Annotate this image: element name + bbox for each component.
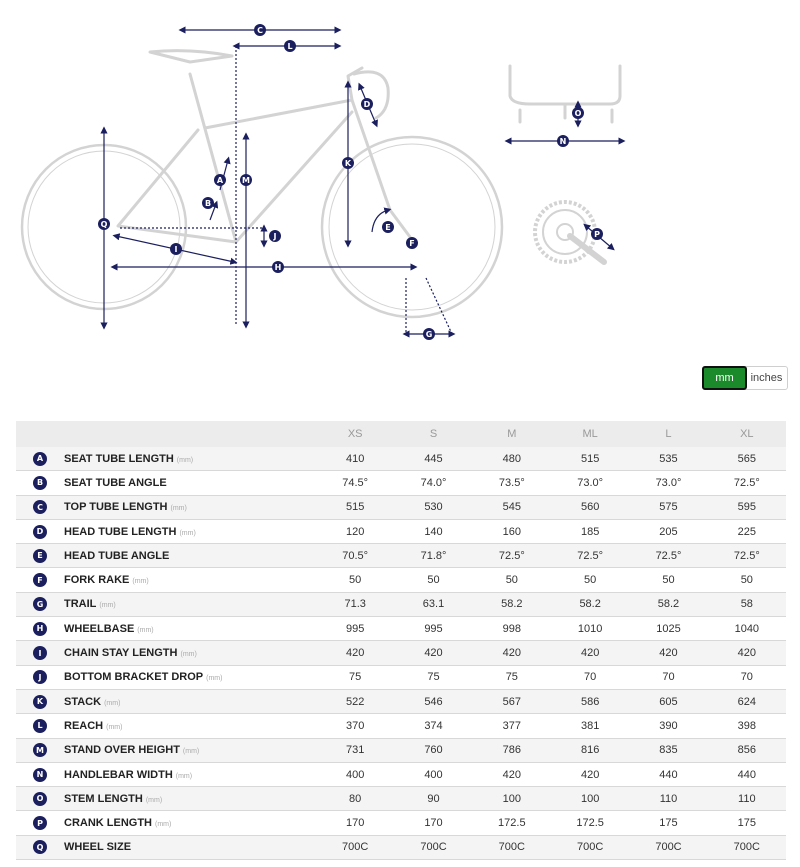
table-row xyxy=(16,787,786,811)
value-cell: 370 xyxy=(316,714,394,738)
letter-badge: P xyxy=(33,816,47,830)
value-cell: 515 xyxy=(316,495,394,519)
value-cell: 50 xyxy=(473,568,551,592)
row-letter-cell xyxy=(16,544,64,568)
measurement-name-cell xyxy=(64,641,316,665)
letter-badge: E xyxy=(33,549,47,563)
value-cell: 700C xyxy=(473,835,551,859)
value-cell: 560 xyxy=(551,495,629,519)
measurement-unit: (mm) xyxy=(99,602,116,610)
letter-badge: H xyxy=(33,622,47,636)
row-letter-cell xyxy=(16,714,64,738)
value-cell: 160 xyxy=(473,519,551,543)
value-cell: 420 xyxy=(708,641,786,665)
value-cell: 605 xyxy=(629,689,707,713)
letter-badge: D xyxy=(33,525,47,539)
measurement-unit: (mm) xyxy=(145,796,163,804)
measurement-name: TRAIL xyxy=(64,598,97,611)
value-cell: 175 xyxy=(629,811,707,835)
value-cell: 377 xyxy=(473,714,551,738)
value-cell: 75 xyxy=(394,665,472,689)
table-row xyxy=(16,471,786,495)
value-cell: 595 xyxy=(708,495,786,519)
value-cell: 1040 xyxy=(708,617,786,641)
row-letter-cell xyxy=(16,787,64,811)
unit-inches-button[interactable]: inches xyxy=(750,372,783,384)
value-cell: 816 xyxy=(551,738,629,762)
measurement-name: SEAT TUBE LENGTH xyxy=(64,452,174,465)
value-cell: 140 xyxy=(394,519,472,543)
table-row xyxy=(16,495,786,519)
row-letter-cell xyxy=(16,519,64,543)
value-cell: 58.2 xyxy=(629,592,707,616)
value-cell: 72.5° xyxy=(551,544,629,568)
measurement-name: STEM LENGTH xyxy=(64,792,143,805)
value-cell: 50 xyxy=(551,568,629,592)
diagram-label-g: G xyxy=(425,330,433,339)
diagram-label-e: E xyxy=(385,223,391,232)
value-cell: 73.0° xyxy=(629,471,707,495)
table-row xyxy=(16,689,786,713)
value-cell: 71.3 xyxy=(316,592,394,616)
value-cell: 50 xyxy=(708,568,786,592)
value-cell: 400 xyxy=(394,762,472,786)
value-cell: 50 xyxy=(629,568,707,592)
value-cell: 420 xyxy=(316,641,394,665)
letter-badge: M xyxy=(33,743,47,757)
value-cell: 70 xyxy=(551,665,629,689)
value-cell: 400 xyxy=(316,762,394,786)
measurement-name: STACK xyxy=(64,695,102,708)
value-cell: 440 xyxy=(708,762,786,786)
row-letter-cell xyxy=(16,835,64,859)
measurement-name: STAND OVER HEIGHT xyxy=(64,744,180,757)
value-cell: 100 xyxy=(473,787,551,811)
value-cell: 72.5° xyxy=(629,544,707,568)
table-row xyxy=(16,447,786,471)
value-cell: 390 xyxy=(629,714,707,738)
value-cell: 731 xyxy=(316,738,394,762)
value-cell: 73.5° xyxy=(473,471,551,495)
value-cell: 170 xyxy=(394,811,472,835)
table-row xyxy=(16,519,786,543)
value-cell: 835 xyxy=(629,738,707,762)
header-blank xyxy=(16,421,64,447)
value-cell: 998 xyxy=(473,617,551,641)
value-cell: 567 xyxy=(473,689,551,713)
size-header: L xyxy=(629,421,707,447)
measurement-name-cell xyxy=(64,762,316,786)
measurement-name-cell xyxy=(64,519,316,543)
letter-badge: I xyxy=(33,646,47,660)
value-cell: 700C xyxy=(708,835,786,859)
value-cell: 445 xyxy=(394,447,472,471)
diagram-label-q: Q xyxy=(100,220,108,229)
measurement-name-cell xyxy=(64,617,316,641)
value-cell: 74.5° xyxy=(316,471,394,495)
value-cell: 90 xyxy=(394,787,472,811)
value-cell: 440 xyxy=(629,762,707,786)
size-header-row xyxy=(16,421,786,447)
value-cell: 700C xyxy=(629,835,707,859)
measurement-name-cell xyxy=(64,447,316,471)
value-cell: 420 xyxy=(629,641,707,665)
value-cell: 70 xyxy=(629,665,707,689)
table-row xyxy=(16,617,786,641)
measurement-name: BOTTOM BRACKET DROP xyxy=(64,671,204,684)
value-cell: 58 xyxy=(708,592,786,616)
diagram-label-l: L xyxy=(287,42,293,51)
value-cell: 172.5 xyxy=(551,811,629,835)
measurement-name: HEAD TUBE ANGLE xyxy=(64,549,170,562)
value-cell: 172.5 xyxy=(473,811,551,835)
value-cell: 398 xyxy=(708,714,786,738)
letter-badge: C xyxy=(33,500,47,514)
value-cell: 175 xyxy=(708,811,786,835)
value-cell: 515 xyxy=(551,447,629,471)
diagram-label-k: K xyxy=(344,159,352,168)
value-cell: 545 xyxy=(473,495,551,519)
geometry-table xyxy=(16,421,786,860)
row-letter-cell xyxy=(16,592,64,616)
value-cell: 575 xyxy=(629,495,707,519)
value-cell: 225 xyxy=(708,519,786,543)
measurement-name-cell xyxy=(64,689,316,713)
value-cell: 420 xyxy=(551,762,629,786)
letter-badge: Q xyxy=(33,840,47,854)
diagram-label-j: J xyxy=(273,232,277,241)
value-cell: 480 xyxy=(473,447,551,471)
value-cell: 786 xyxy=(473,738,551,762)
value-cell: 420 xyxy=(473,762,551,786)
table-row xyxy=(16,714,786,738)
row-letter-cell xyxy=(16,447,64,471)
value-cell: 75 xyxy=(473,665,551,689)
value-cell: 73.0° xyxy=(551,471,629,495)
row-letter-cell xyxy=(16,568,64,592)
measurement-unit: (mm) xyxy=(155,821,172,829)
letter-badge: G xyxy=(33,597,47,611)
letter-badge: K xyxy=(33,695,47,709)
value-cell: 100 xyxy=(551,787,629,811)
measurement-name-cell xyxy=(64,714,316,738)
bike-geometry-diagram xyxy=(0,0,800,360)
measurement-name: FORK RAKE xyxy=(64,574,130,587)
value-cell: 50 xyxy=(316,568,394,592)
value-cell: 700C xyxy=(316,835,394,859)
letter-badge: J xyxy=(33,670,47,684)
value-cell: 530 xyxy=(394,495,472,519)
header-blank xyxy=(64,421,316,447)
table-row xyxy=(16,592,786,616)
diagram-label-p: P xyxy=(594,230,600,239)
row-letter-cell xyxy=(16,811,64,835)
value-cell: 72.5° xyxy=(473,544,551,568)
diagram-label-c: C xyxy=(257,26,263,35)
measurement-name-cell xyxy=(64,835,316,859)
value-cell: 71.8° xyxy=(394,544,472,568)
value-cell: 1010 xyxy=(551,617,629,641)
measurement-name-cell xyxy=(64,811,316,835)
value-cell: 185 xyxy=(551,519,629,543)
measurement-name: CRANK LENGTH xyxy=(64,817,152,830)
size-header: M xyxy=(473,421,551,447)
value-cell: 586 xyxy=(551,689,629,713)
unit-mm-button[interactable]: mm xyxy=(702,366,747,390)
measurement-unit: (mm) xyxy=(132,578,149,586)
measurement-name: REACH xyxy=(64,719,104,732)
table-row xyxy=(16,568,786,592)
row-letter-cell xyxy=(16,689,64,713)
value-cell: 420 xyxy=(551,641,629,665)
measurement-unit: (mm) xyxy=(180,651,197,659)
value-cell: 170 xyxy=(316,811,394,835)
value-cell: 410 xyxy=(316,447,394,471)
size-header: XL xyxy=(708,421,786,447)
value-cell: 522 xyxy=(316,689,394,713)
value-cell: 70.5° xyxy=(316,544,394,568)
value-cell: 535 xyxy=(629,447,707,471)
diagram-label-a: A xyxy=(216,176,224,185)
table-row xyxy=(16,641,786,665)
unit-toggle[interactable] xyxy=(702,366,788,390)
measurement-name-cell xyxy=(64,471,316,495)
row-letter-cell xyxy=(16,471,64,495)
measurement-name: WHEELBASE xyxy=(64,622,135,635)
measurement-name-cell xyxy=(64,787,316,811)
diagram-label-n: N xyxy=(559,137,567,146)
value-cell: 420 xyxy=(394,641,472,665)
diagram-label-h: H xyxy=(274,263,282,272)
diagram-label-b: B xyxy=(204,199,212,208)
letter-badge: O xyxy=(33,792,47,806)
measurement-name-cell xyxy=(64,495,316,519)
measurement-unit: (mm) xyxy=(137,626,154,634)
value-cell: 1025 xyxy=(629,617,707,641)
value-cell: 75 xyxy=(316,665,394,689)
measurement-unit: (mm) xyxy=(179,529,196,537)
value-cell: 995 xyxy=(316,617,394,641)
diagram-label-i: I xyxy=(174,245,178,254)
measurement-unit: (mm) xyxy=(170,505,187,513)
diagram-label-f: F xyxy=(409,239,415,248)
table-row xyxy=(16,762,786,786)
measurement-unit: (mm) xyxy=(104,699,121,707)
measurement-unit: (mm) xyxy=(175,772,193,780)
value-cell: 700C xyxy=(394,835,472,859)
value-cell: 546 xyxy=(394,689,472,713)
table-row xyxy=(16,738,786,762)
table-row xyxy=(16,665,786,689)
measurement-unit: (mm) xyxy=(176,456,194,464)
diagram-label-o: O xyxy=(574,109,582,118)
value-cell: 70 xyxy=(708,665,786,689)
measurement-name: CHAIN STAY LENGTH xyxy=(64,647,178,660)
measurement-unit: (mm) xyxy=(106,723,123,731)
letter-badge: L xyxy=(33,719,47,733)
value-cell: 110 xyxy=(708,787,786,811)
size-header: S xyxy=(394,421,472,447)
size-header: XS xyxy=(316,421,394,447)
row-letter-cell xyxy=(16,495,64,519)
value-cell: 110 xyxy=(629,787,707,811)
table-row xyxy=(16,811,786,835)
value-cell: 120 xyxy=(316,519,394,543)
row-letter-cell xyxy=(16,762,64,786)
measurement-name: WHEEL SIZE xyxy=(64,841,132,854)
value-cell: 995 xyxy=(394,617,472,641)
measurement-name-cell xyxy=(64,592,316,616)
value-cell: 856 xyxy=(708,738,786,762)
value-cell: 381 xyxy=(551,714,629,738)
value-cell: 72.5° xyxy=(708,544,786,568)
row-letter-cell xyxy=(16,738,64,762)
letter-badge: N xyxy=(33,768,47,782)
value-cell: 624 xyxy=(708,689,786,713)
measurement-name-cell xyxy=(64,544,316,568)
measurement-unit: (mm) xyxy=(206,675,223,683)
letter-badge: F xyxy=(33,573,47,587)
value-cell: 420 xyxy=(473,641,551,665)
measurement-name: HANDLEBAR WIDTH xyxy=(64,768,173,781)
value-cell: 63.1 xyxy=(394,592,472,616)
table-row xyxy=(16,544,786,568)
measurement-name-cell xyxy=(64,738,316,762)
measurement-name-cell xyxy=(64,665,316,689)
measurement-unit: (mm) xyxy=(182,748,200,756)
letter-badge: A xyxy=(33,452,47,466)
measurement-name-cell xyxy=(64,568,316,592)
value-cell: 50 xyxy=(394,568,472,592)
letter-badge: B xyxy=(33,476,47,490)
value-cell: 72.5° xyxy=(708,471,786,495)
table-row xyxy=(16,835,786,859)
value-cell: 760 xyxy=(394,738,472,762)
row-letter-cell xyxy=(16,665,64,689)
row-letter-cell xyxy=(16,617,64,641)
value-cell: 58.2 xyxy=(473,592,551,616)
size-header: ML xyxy=(551,421,629,447)
value-cell: 58.2 xyxy=(551,592,629,616)
diagram-label-m: M xyxy=(242,176,250,185)
value-cell: 205 xyxy=(629,519,707,543)
measurement-name: TOP TUBE LENGTH xyxy=(64,501,168,514)
value-cell: 74.0° xyxy=(394,471,472,495)
value-cell: 565 xyxy=(708,447,786,471)
row-letter-cell xyxy=(16,641,64,665)
value-cell: 700C xyxy=(551,835,629,859)
measurement-name: SEAT TUBE ANGLE xyxy=(64,476,167,489)
diagram-label-d: D xyxy=(363,100,371,109)
value-cell: 374 xyxy=(394,714,472,738)
measurement-name: HEAD TUBE LENGTH xyxy=(64,525,177,538)
value-cell: 80 xyxy=(316,787,394,811)
